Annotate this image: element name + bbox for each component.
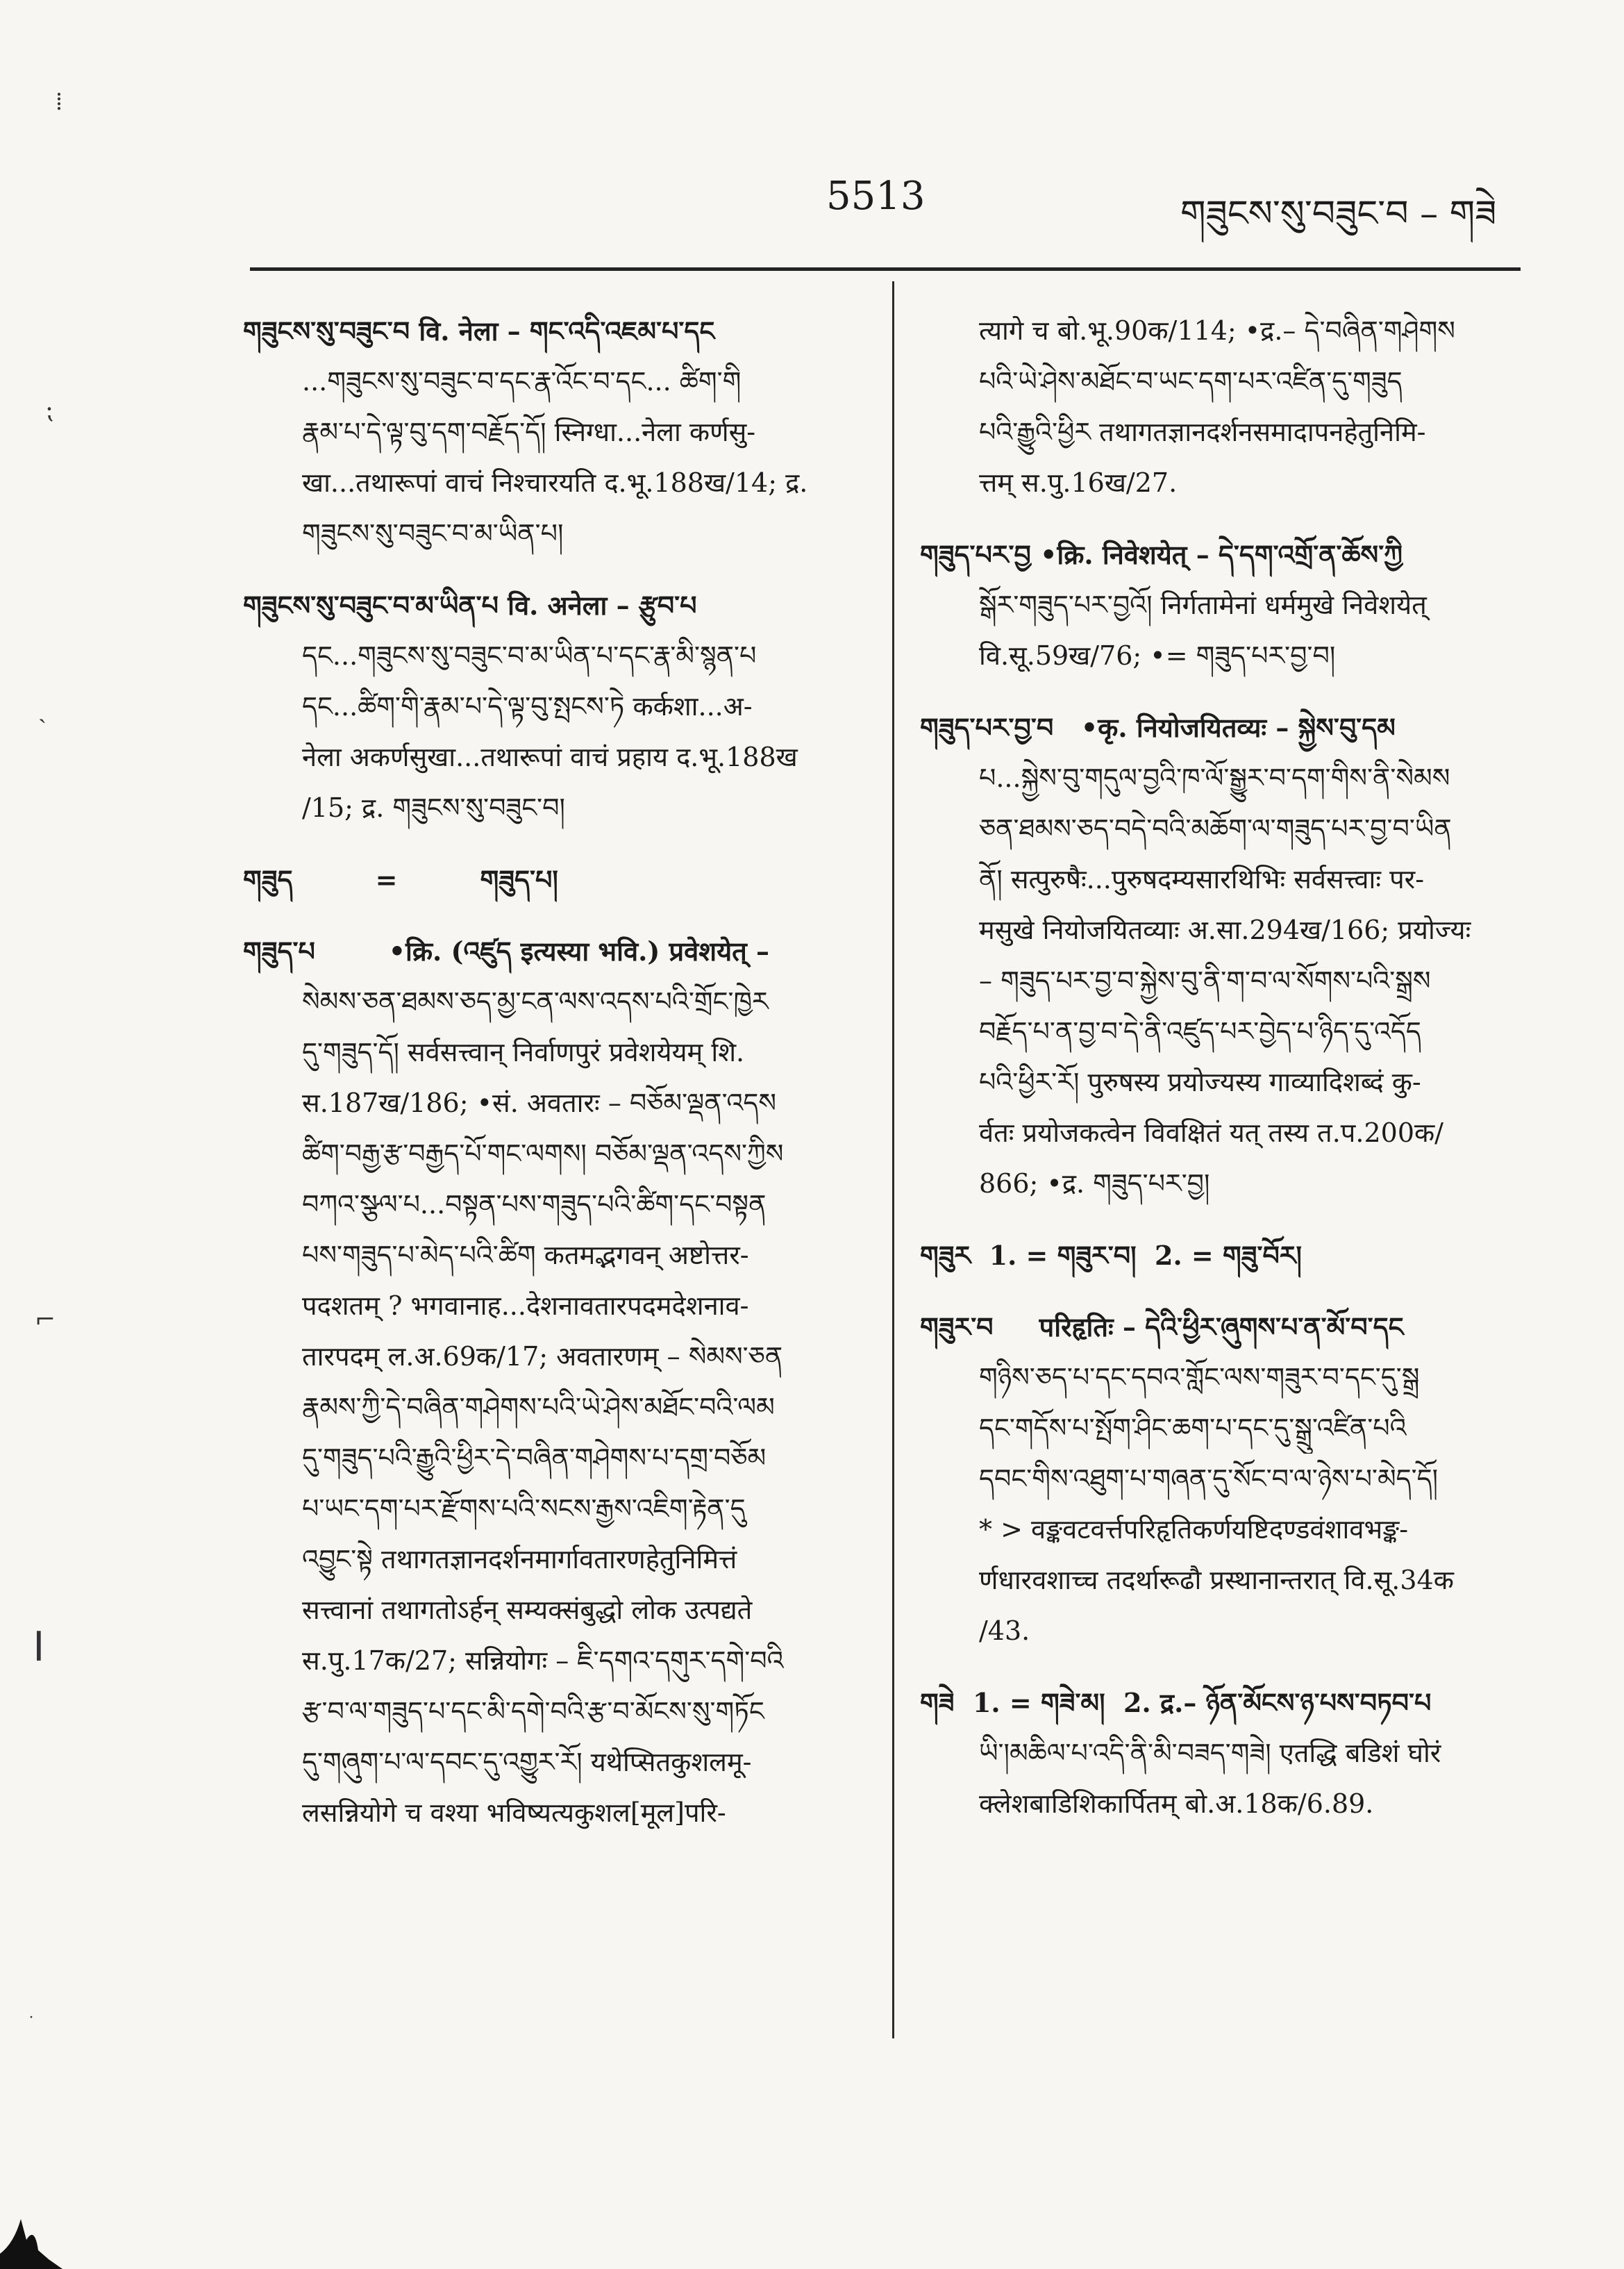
dictionary-entry	[243, 306, 857, 559]
entry-line: གཟེ 1. = གཟེ་མ། 2. द्र.– ཉོན་མོངས་ཉ་པས་བཏབ་པ	[920, 1687, 1432, 1718]
dictionary-entry	[920, 702, 1521, 1209]
margin-mark: ⁏	[45, 396, 54, 424]
right-column	[920, 306, 1521, 1850]
dictionary-entry	[920, 306, 1521, 508]
entry-line: པ...སྐྱེས་བུ་གདུལ་བྱའི་ཁ་ལོ་སྒྱུར་བ་དག་གིས་ནི་སེམས	[979, 763, 1450, 793]
margin-mark: ˎ	[38, 695, 47, 724]
entry-line: ...གཟུངས་སུ་བཟུང་བ་དང་རྣ་འོང་བ་དང... ཚིག་གི	[302, 366, 742, 397]
entry-line: གཟུངས་སུ་བཟུང་བ་མ་ཡིན་པ वि. अनेला – རྩུབ་པ	[243, 590, 697, 621]
entry-line: གཟུད་པར་བྱ •क्रि. निवेशयेत् – དེ་དག་འགྲོ་ན་ཆོས་ཀྱི	[920, 539, 1403, 570]
entry-line: སེམས་ཅན་ཐམས་ཅད་མྱ་ངན་ལས་འདས་པའི་གྲོང་ཁྱེར	[302, 986, 769, 1017]
entry-line: རྣམ་པ་དེ་ལྟ་བུ་དག་བརྗོད་དོ། स्निग्धा...नेला कर्णसु-	[302, 417, 756, 447]
entry-line: གཉིས་ཅད་པ་དང་དབའ་གློང་ལས་གཟུར་བ་དང་དུ་སྒྲ	[979, 1362, 1420, 1393]
entry-line: བརྗོད་པ་ན་བྱ་བ་དེ་ནི་འཛུད་པར་བྱེད་པ་ཉིད་དུ་འདོད	[979, 1016, 1421, 1047]
entry-line: खा...तथारूपां वाचं निश्चारयति द.भू.188ख/14; द्र.	[302, 467, 808, 498]
dictionary-entry	[920, 1230, 1521, 1281]
entry-line: དུ་གཞུག་པ་ལ་དབང་དུ་འགྱུར་རོ། यथेप्सितकुशलमू-	[302, 1747, 752, 1777]
entry-line: स.पु.17क/27; सन्नियोगः – ཇི་དགའ་དགུར་དགེ་བའི	[302, 1645, 784, 1676]
entry-line: པའི་ཡེ་ཤེས་མཐོང་བ་ཡང་དག་པར་འཛིན་དུ་གཟུད	[979, 366, 1403, 397]
entry-line: དབང་གིས་འཐུག་པ་གཞན་དུ་སོང་བ་ལ་ཉེས་པ་མེད་དོ།	[979, 1463, 1439, 1494]
entry-line: དུ་གཟུད་དོ། सर्वसत्त्वान् निर्वाणपुरं प्रवेशयेयम् शि.	[302, 1037, 745, 1067]
entry-line: ནོ། सत्पुरुषैः...पुरुषदम्यसारथिभिः सर्वसत्त्वाः पर-	[979, 864, 1425, 895]
entry-line: – གཟུད་པར་བྱ་བ་སྐྱེས་བུ་ནི་ག་བ་ལ་སོགས་པའི་སྒྲས	[979, 965, 1431, 996]
entry-line: དང...ཚིག་གི་རྣམ་པ་དེ་ལྟ་བུ་སྤངས་ཏེ कर्कशा...अ-	[302, 691, 753, 722]
entry-line: སྒོར་གཟུད་པར་བྱའོ། निर्गतामेनां धर्ममुखे निवेशयेत्	[979, 590, 1427, 620]
entry-line: मसुखे नियोजयितव्याः अ.सा.294ख/166; प्रयोज्यः	[979, 915, 1471, 945]
entry-line: པས་གཟུད་པ་མེད་པའི་ཚིག कतमद्भगवन् अष्टोत्तर-	[302, 1240, 749, 1270]
entry-line: पदशतम् ? भगवानाह...देशनावतारपदमदेशनाव-	[302, 1290, 749, 1321]
page-number: 5513	[826, 174, 926, 219]
entry-line: གཟུད = གཟུད་པ།	[243, 864, 558, 895]
entry-line: ཅན་ཐམས་ཅད་བདེ་བའི་མཆོག་ལ་གཟུད་པར་བྱ་བ་ཡིན	[979, 813, 1452, 844]
dictionary-entry	[920, 1677, 1521, 1829]
dictionary-entry	[920, 529, 1521, 681]
left-column	[243, 306, 857, 1859]
entry-line: 866; •द्र. གཟུད་པར་བྱ།	[979, 1168, 1210, 1199]
entry-line: त्तम् स.पु.16ख/27.	[979, 467, 1178, 498]
entry-line: དུ་གཟུད་པའི་རྒྱུའི་ཕྱིར་དེ་བཞིན་གཤེགས་པ་དགྲ་བཅོམ	[302, 1443, 767, 1473]
corner-smudge	[0, 2177, 62, 2269]
dictionary-entry	[243, 580, 857, 833]
dictionary-entry	[920, 1302, 1521, 1656]
header-rule	[250, 267, 1521, 271]
entry-line: त्यागे च बो.भू.90क/114; •द्र.– དེ་བཞིན་གཤེགས	[979, 315, 1455, 346]
entry-line: རྩ་བ་ལ་གཟུད་པ་དང་མི་དགེ་བའི་རྩ་བ་མོངས་སུ་གཏོང	[302, 1696, 764, 1727]
entry-line: གཟུད་པར་བྱ་བ •कृ. नियोजयितव्यः – སྐྱེས་བུ་དམ	[920, 712, 1396, 743]
entry-line: वि.सू.59ख/76; •= གཟུད་པར་བྱ་བ།	[979, 640, 1336, 671]
entry-line: པའི་ཕྱིར་རོ། पुरुषस्य प्रयोज्यस्य गाव्यादिशब्दं कु-	[979, 1067, 1421, 1097]
entry-line: ཡི་།མཆིལ་པ་འདི་ནི་མི་བཟད་གཟེ། एतद्धि बडिशं घोरं	[979, 1738, 1441, 1768]
entry-line: རྣམས་ཀྱི་དེ་བཞིན་གཤེགས་པའི་ཡེ་ཤེས་མཐོང་བའི་ལམ	[302, 1392, 775, 1422]
entry-line: ཚིག་བརྒྱ་རྩ་བརྒྱད་པོ་གང་ལགས། བཅོམ་ལྡན་འདས་ཀྱིས	[302, 1138, 784, 1169]
dictionary-entry	[243, 854, 857, 905]
entry-line: གཟུངས་སུ་བཟུང་བ་མ་ཡིན་པ།	[302, 518, 564, 549]
margin-mark: ┃	[31, 1632, 47, 1661]
entry-line: र्वतः प्रयोजकत्वेन विवक्षितं यत् तस्य त.प.200क/	[979, 1117, 1443, 1148]
entry-line: लसन्नियोगे च वश्या भविष्यत्यकुशल[मूल]परि-	[302, 1797, 726, 1828]
entry-line: གཟུད་པ •क्रि. (འཛུད इत्यस्या भवि.) प्रवेशयेत् –	[243, 936, 770, 967]
entry-line: * > वङ्कवटवर्त्तपरिहृतिकर्णयष्टिदण्डवंशावभङ्क-	[979, 1514, 1409, 1545]
entry-line: པ་ཡང་དག་པར་རྫོགས་པའི་སངས་རྒྱས་འཇིག་རྟེན་དུ	[302, 1493, 746, 1524]
entry-line: བཀའ་སྩལ་པ...བསྟན་པས་གཟུད་པའི་ཚིག་དང་བསྟན	[302, 1189, 767, 1220]
entry-line: क्लेशबाडिशिकार्पितम् बो.अ.18क/6.89.	[979, 1788, 1374, 1819]
margin-mark: ⁞	[56, 88, 63, 116]
entry-line: པའི་རྒྱུའི་ཕྱིར तथागतज्ञानदर्शनसमादापनहेतुनिमि-	[979, 417, 1426, 447]
entry-line: གཟུངས་སུ་བཟུང་བ वि. नेला – གང་འདི་འཇམ་པ་དང	[243, 315, 715, 347]
entry-line: གཟུར 1. = གཟུར་བ། 2. = གཟུ་བོར།	[920, 1240, 1302, 1271]
column-divider	[892, 281, 894, 2038]
guide-words: གཟུངས་སུ་བཟུང་བ – གཟེ	[1180, 193, 1497, 235]
entry-line: र्णधारवशाच्च तदर्थारूढौ प्रस्थानान्तरात् वि.सू.34क	[979, 1565, 1454, 1595]
entry-line: स.187ख/186; •सं. अवतारः – བཅོམ་ལྡན་འདས	[302, 1088, 777, 1118]
entry-line: དང་གདོས་པ་སྤོག་ཤིང་ཆག་པ་དང་དུ་སྒྲུ་འཛིན་པའི	[979, 1413, 1407, 1443]
entry-line: सत्त्वानां तथागतोऽर्हन् सम्यक्संबुद्धो लोक उत्पद्यते	[302, 1595, 753, 1625]
entry-line: /43.	[979, 1615, 1030, 1646]
entry-line: नेला अकर्णसुखा...तथारूपां वाचं प्रहाय द.भू.188ख	[302, 742, 798, 772]
margin-mark: ⌐	[35, 1306, 56, 1334]
entry-line: གཟུར་བ परिहृतिः – དེའི་ཕྱིར་ཞུགས་པ་ན་མོ་བ་དང	[920, 1311, 1404, 1343]
entry-line: འབྱུང་སྟེ तथागतज्ञानदर्शनमार्गावतारणहेतुनिमित्तं	[302, 1544, 737, 1574]
dictionary-entry	[243, 926, 857, 1838]
entry-line: तारपदम् ल.अ.69क/17; अवतारणम् – སེམས་ཅན	[302, 1341, 783, 1372]
entry-line: /15; द्र. གཟུངས་སུ་བཟུང་བ།	[302, 792, 565, 823]
entry-line: དང...གཟུངས་སུ་བཟུང་བ་མ་ཡིན་པ་དང་རྣ་མི་སྙན་པ	[302, 640, 757, 671]
